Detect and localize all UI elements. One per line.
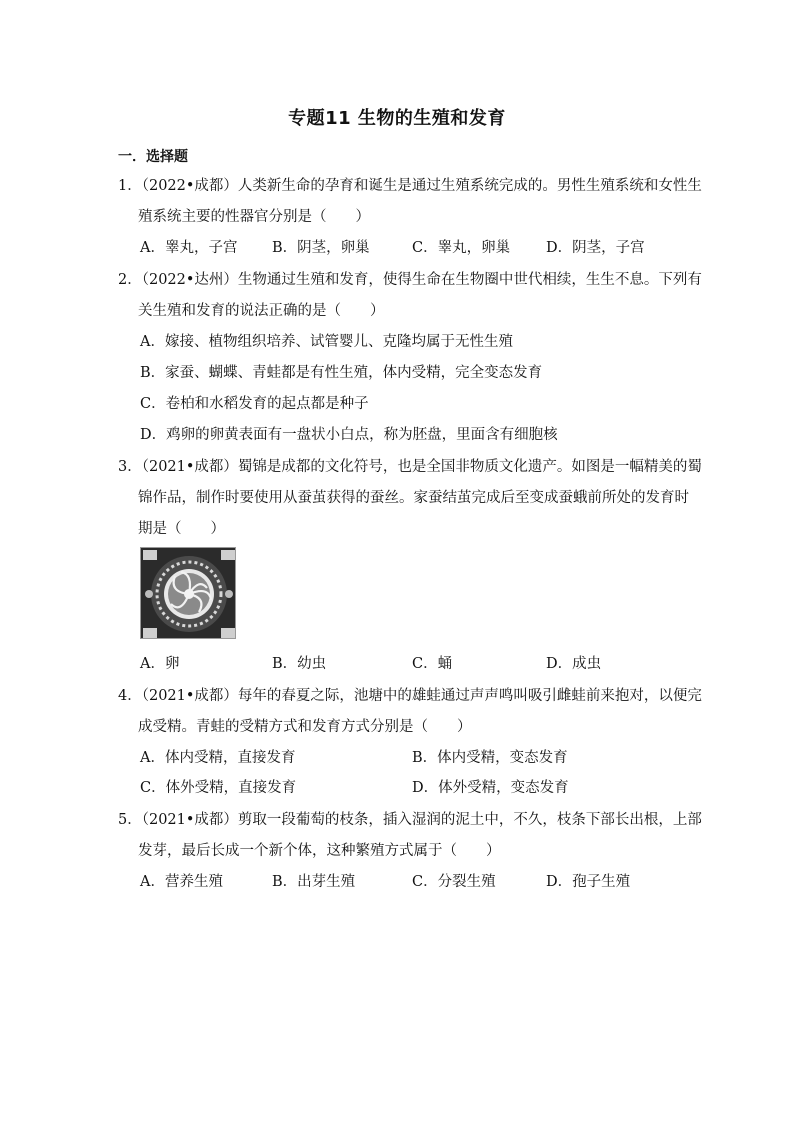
question-1-option-b: B．阴茎，卵巢	[272, 240, 370, 256]
question-2-option-d: D．鸡卵的卵黄表面有一盘状小白点，称为胚盘，里面含有细胞核	[140, 427, 558, 443]
question-3-option-c: C．蛹	[412, 656, 453, 672]
question-5-line-2: 发芽，最后长成一个新个体，这种繁殖方式属于（ ）	[138, 843, 501, 859]
question-3-option-b: B．幼虫	[272, 656, 327, 672]
question-4-line-2: 成受精。青蛙的受精方式和发育方式分别是（ ）	[138, 719, 472, 735]
question-5-option-c: C．分裂生殖	[412, 874, 496, 890]
question-4-option-c: C．体外受精，直接发育	[140, 780, 297, 796]
question-3-line-2: 锦作品，制作时要使用从蚕茧获得的蚕丝。家蚕结茧完成后至变成蚕蛾前所处的发育时	[138, 490, 689, 506]
page-title: 专题11 生物的生殖和发育	[288, 108, 506, 129]
question-5-option-d: D．孢子生殖	[546, 874, 631, 890]
shu-brocade-image	[140, 547, 236, 639]
brocade-pattern-graphic	[141, 548, 236, 639]
question-5-option-b: B．出芽生殖	[272, 874, 356, 890]
question-1-line-2: 殖系统主要的性器官分别是（ ）	[138, 209, 370, 225]
section-heading: 一．选择题	[118, 149, 188, 165]
question-2-option-b: B．家蚕、蝴蝶、青蛙都是有性生殖，体内受精，完全变态发育	[140, 365, 543, 381]
question-3-line-3: 期是（ ）	[138, 521, 225, 537]
question-1-option-a: A．睾丸，子宫	[140, 240, 238, 256]
question-1-option-d: D．阴茎，子宫	[546, 240, 645, 256]
question-4-option-a: A．体内受精，直接发育	[140, 750, 296, 766]
question-2-line-2: 关生殖和发育的说法正确的是（ ）	[138, 303, 385, 319]
question-1-option-c: C．睾丸，卵巢	[412, 240, 511, 256]
question-4-line-1: 4．（2021•成都）每年的春夏之际，池塘中的雄蛙通过声声鸣叫吸引雌蛙前来抱对，以便完	[118, 688, 702, 704]
question-3-option-d: D．成虫	[546, 656, 602, 672]
question-1-line-1: 1．（2022•成都）人类新生命的孕育和诞生是通过生殖系统完成的。男性生殖系统和女性生	[118, 178, 702, 194]
question-3-line-1: 3．（2021•成都）蜀锦是成都的文化符号，也是全国非物质文化遗产。如图是一幅精美的蜀	[118, 459, 702, 475]
question-5-line-1: 5．（2021•成都）剪取一段葡萄的枝条，插入湿润的泥土中，不久，枝条下部长出根，上部	[118, 812, 702, 828]
question-2-option-a: A．嫁接、植物组织培养、试管婴儿、克隆均属于无性生殖	[140, 334, 513, 350]
question-4-option-b: B．体内受精，变态发育	[412, 750, 568, 766]
question-5-option-a: A．营养生殖	[140, 874, 223, 890]
question-4-option-d: D．体外受精，变态发育	[412, 780, 569, 796]
question-2-option-c: C．卷柏和水稻发育的起点都是种子	[140, 396, 369, 412]
question-3-option-a: A．卵	[140, 656, 180, 672]
question-2-line-1: 2．（2022•达州）生物通过生殖和发育，使得生命在生物圈中世代相续，生生不息。下列有	[118, 272, 702, 288]
